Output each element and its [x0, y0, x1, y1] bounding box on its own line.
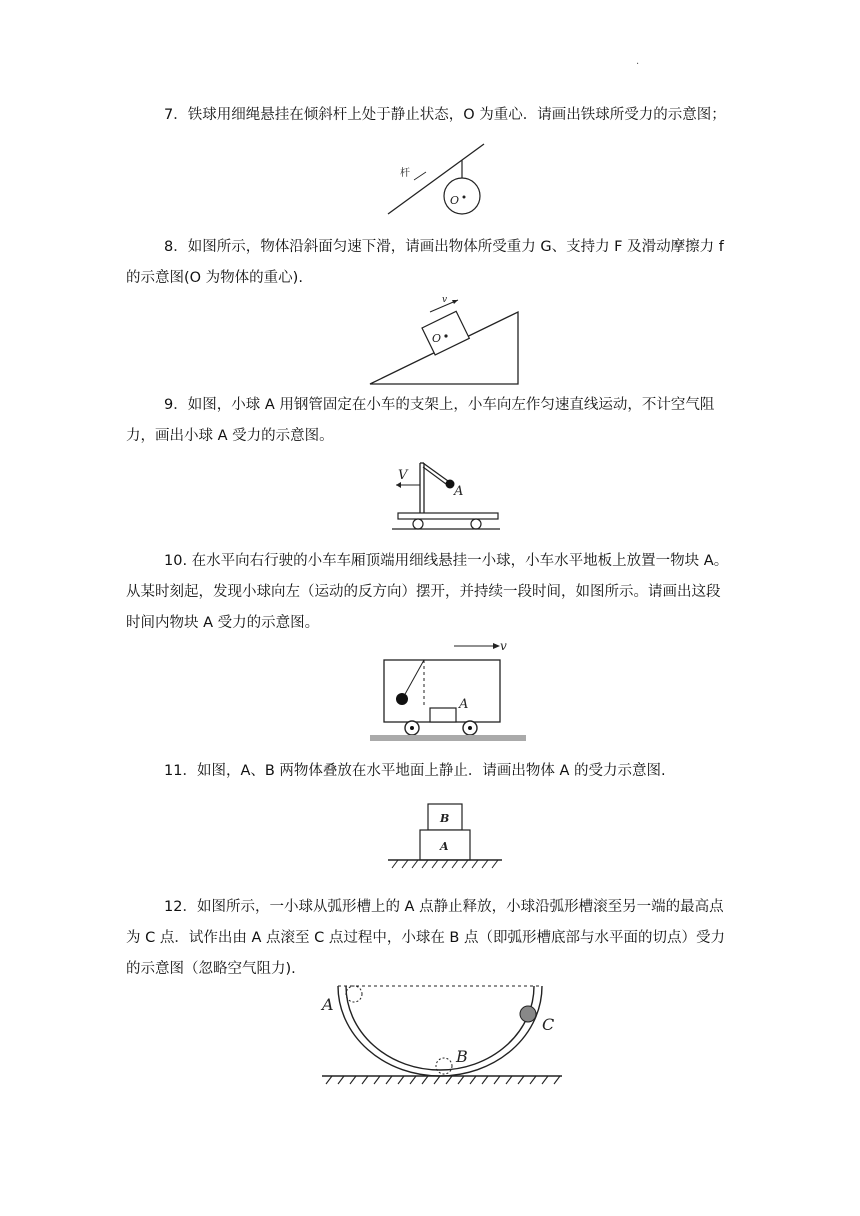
velocity-label: V	[398, 468, 408, 483]
question-9	[126, 390, 734, 452]
question-12-text: 12．如图所示，一小球从弧形槽上的 A 点静止释放，小球沿弧形槽滚至另一端的最高点为 C 点．试作出由 A 点滚至 C 点过程中，小球在 B 点（即弧形槽底部与水平面的切点）受力的示意图（忽略空气阻力).	[126, 899, 725, 977]
center-dot	[444, 334, 447, 337]
inclined-rod	[388, 144, 484, 214]
question-10-text: 10. 在水平向右行驶的小车车厢顶端用细线悬挂一小球，小车水平地板上放置一物块 A。从某时刻起，发现小球向左（运动的反方向）摆开，并持续一段时间，如图所示。请画出这段时间内物块 A 受力的示意图。	[126, 553, 729, 631]
figure-11-stacked-blocks	[386, 800, 504, 876]
question-7-text: 7．铁球用细绳悬挂在倾斜杆上处于静止状态，O 为重心．请画出铁球所受力的示意图；	[164, 107, 726, 123]
velocity-label: v	[500, 639, 507, 653]
ground-hatching	[392, 860, 498, 868]
block-a-label: A	[440, 840, 449, 853]
block-b-label: B	[440, 812, 450, 825]
question-11-text: 11．如图，A、B 两物体叠放在水平地面上静止．请画出物体 A 的受力示意图.	[164, 763, 666, 779]
figure-8-incline	[368, 295, 524, 388]
wheel-left	[413, 519, 423, 529]
rod-label-leader	[414, 172, 426, 180]
figure-10-carriage	[368, 636, 528, 744]
groove-outer	[338, 986, 542, 1076]
cart-body	[398, 513, 498, 519]
question-8	[126, 232, 734, 294]
header-mark: .	[636, 56, 640, 67]
groove-inner	[346, 986, 534, 1070]
ball-start-a	[346, 986, 362, 1002]
question-7	[126, 100, 734, 131]
question-11	[126, 756, 734, 787]
figure-9-cart-with-bracket	[388, 455, 504, 533]
steel-tube	[423, 463, 448, 481]
rod-label: 杆	[400, 168, 410, 179]
road	[370, 735, 526, 741]
velocity-label: v	[442, 295, 448, 305]
center-label: O	[450, 194, 460, 207]
point-b-label: B	[456, 1047, 468, 1066]
wheel-right	[471, 519, 481, 529]
point-a-label: A	[322, 995, 334, 1014]
block-label: A	[459, 697, 469, 712]
point-c-label: C	[542, 1015, 555, 1034]
ball-at-b	[436, 1058, 452, 1074]
center-label: O	[432, 332, 442, 345]
question-10	[126, 546, 734, 639]
question-9-text: 9．如图，小球 A 用钢管固定在小车的支架上，小车向左作匀速直线运动，不计空气阻力，画出小球 A 受力的示意图。	[126, 397, 715, 444]
ball-at-c	[520, 1006, 536, 1022]
ball-label: A	[454, 484, 464, 499]
question-12	[126, 892, 734, 985]
figure-7-ball-on-rod	[386, 140, 486, 218]
question-8-text: 8．如图所示，物体沿斜面匀速下滑，请画出物体所受重力 G、支持力 F 及滑动摩擦力 f 的示意图(O 为物体的重心).	[126, 239, 724, 286]
hanging-ball	[396, 693, 408, 705]
block-a	[430, 708, 456, 722]
block-on-incline	[422, 311, 469, 355]
ground-hatching	[326, 1076, 560, 1084]
figure-12-arc-groove	[318, 980, 568, 1086]
center-dot	[463, 196, 466, 199]
